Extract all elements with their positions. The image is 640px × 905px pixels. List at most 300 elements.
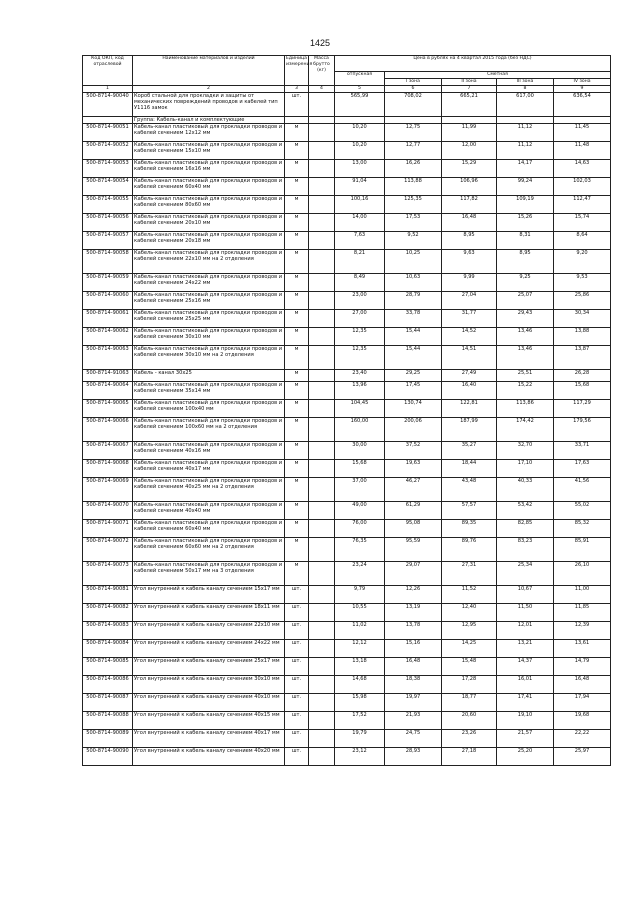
price-zone-4: 17,63 bbox=[554, 460, 611, 478]
price-zone-2: 27,18 bbox=[442, 748, 497, 766]
price-zone-1: 130,74 bbox=[385, 400, 442, 418]
item-name: Кабель - канал 30x25 bbox=[133, 370, 285, 382]
empty-cell bbox=[309, 117, 335, 124]
price-zone-1: 708,02 bbox=[385, 93, 442, 117]
price-zone-3: 83,23 bbox=[497, 538, 554, 562]
item-code: 500-8714-90057 bbox=[83, 232, 133, 250]
price-otpusknaya: 104,45 bbox=[335, 400, 385, 418]
item-mass bbox=[309, 292, 335, 310]
price-zone-1: 10,25 bbox=[385, 250, 442, 274]
header-zone-3: III зона bbox=[497, 79, 554, 86]
item-name: Кабель-канал пластиковый для прокладки проводов и кабелей сечением 15x10 мм bbox=[133, 142, 285, 160]
price-zone-4: 13,88 bbox=[554, 328, 611, 346]
item-name: Угол внутренний к кабель каналу сечением 30x10 мм bbox=[133, 676, 285, 694]
price-zone-3: 12,01 bbox=[497, 622, 554, 640]
price-zone-1: 12,75 bbox=[385, 124, 442, 142]
price-zone-2: 27,04 bbox=[442, 292, 497, 310]
item-name: Угол внутренний к кабель каналу сечением 40x20 мм bbox=[133, 748, 285, 766]
price-zone-2: 23,26 bbox=[442, 730, 497, 748]
item-unit: м bbox=[285, 328, 309, 346]
price-zone-1: 113,88 bbox=[385, 178, 442, 196]
item-unit: м bbox=[285, 418, 309, 442]
table-row bbox=[83, 622, 611, 640]
table-row bbox=[83, 658, 611, 676]
price-zone-4: 13,61 bbox=[554, 640, 611, 658]
item-name: Кабель-канал пластиковый для прокладки проводов и кабелей сечением 60x40 мм bbox=[133, 520, 285, 538]
column-number: 3 bbox=[285, 86, 309, 93]
price-zone-1: 29,25 bbox=[385, 370, 442, 382]
item-unit: шт. bbox=[285, 730, 309, 748]
price-zone-3: 17,10 bbox=[497, 460, 554, 478]
price-zone-3: 16,01 bbox=[497, 676, 554, 694]
item-unit: м bbox=[285, 346, 309, 370]
price-zone-3: 82,85 bbox=[497, 520, 554, 538]
item-name: Кабель-канал пластиковый для прокладки проводов и кабелей сечением 35x14 мм bbox=[133, 382, 285, 400]
table-row bbox=[83, 178, 611, 196]
price-zone-2: 35,27 bbox=[442, 442, 497, 460]
item-name: Кабель-канал пластиковый для прокладки проводов и кабелей сечением 25x16 мм bbox=[133, 292, 285, 310]
price-zone-4: 11,00 bbox=[554, 586, 611, 604]
item-mass bbox=[309, 93, 335, 117]
item-name: Угол внутренний к кабель каналу сечением 25x17 мм bbox=[133, 658, 285, 676]
item-unit: м bbox=[285, 310, 309, 328]
item-mass bbox=[309, 418, 335, 442]
price-zone-3: 25,51 bbox=[497, 370, 554, 382]
price-zone-1: 28,93 bbox=[385, 748, 442, 766]
price-otpusknaya: 14,68 bbox=[335, 676, 385, 694]
price-zone-4: 636,54 bbox=[554, 93, 611, 117]
price-zone-1: 12,77 bbox=[385, 142, 442, 160]
item-name: Кабель-канал пластиковый для прокладки проводов и кабелей сечением 40x25 мм на 2 отделения bbox=[133, 478, 285, 502]
item-code: 500-8714-90072 bbox=[83, 538, 133, 562]
price-otpusknaya: 8,49 bbox=[335, 274, 385, 292]
table-row bbox=[83, 538, 611, 562]
table-row bbox=[83, 694, 611, 712]
price-otpusknaya: 10,20 bbox=[335, 142, 385, 160]
item-unit: шт. bbox=[285, 748, 309, 766]
price-otpusknaya: 15,98 bbox=[335, 694, 385, 712]
table-row bbox=[83, 460, 611, 478]
table-row bbox=[83, 232, 611, 250]
price-otpusknaya: 100,16 bbox=[335, 196, 385, 214]
header-otpusknaya: отпускная bbox=[335, 72, 385, 86]
item-unit: м bbox=[285, 214, 309, 232]
item-code: 500-8714-90055 bbox=[83, 196, 133, 214]
price-zone-2: 18,44 bbox=[442, 460, 497, 478]
price-zone-3: 25,07 bbox=[497, 292, 554, 310]
item-code: 500-8714-90052 bbox=[83, 142, 133, 160]
item-unit: м bbox=[285, 196, 309, 214]
price-otpusknaya: 9,79 bbox=[335, 586, 385, 604]
price-zone-4: 41,56 bbox=[554, 478, 611, 502]
price-otpusknaya: 14,00 bbox=[335, 214, 385, 232]
item-mass bbox=[309, 442, 335, 460]
table-row bbox=[83, 382, 611, 400]
price-zone-3: 19,10 bbox=[497, 712, 554, 730]
price-zone-3: 9,25 bbox=[497, 274, 554, 292]
price-zone-4: 11,45 bbox=[554, 124, 611, 142]
price-zone-1: 17,45 bbox=[385, 382, 442, 400]
item-unit: м bbox=[285, 562, 309, 586]
item-unit: м bbox=[285, 442, 309, 460]
empty-cell bbox=[385, 117, 442, 124]
price-zone-4: 9,53 bbox=[554, 274, 611, 292]
item-code: 500-8714-90053 bbox=[83, 160, 133, 178]
item-mass bbox=[309, 250, 335, 274]
column-number: 7 bbox=[442, 86, 497, 93]
item-name: Угол внутренний к кабель каналу сечением 40x15 мм bbox=[133, 712, 285, 730]
item-code: 500-8714-90064 bbox=[83, 382, 133, 400]
empty-cell bbox=[335, 117, 385, 124]
item-code: 500-8714-90090 bbox=[83, 748, 133, 766]
price-otpusknaya: 12,35 bbox=[335, 346, 385, 370]
price-zone-1: 18,38 bbox=[385, 676, 442, 694]
header-mass: Масса брутто (кг) bbox=[309, 56, 335, 86]
item-unit: м bbox=[285, 370, 309, 382]
item-unit: м bbox=[285, 160, 309, 178]
item-unit: м bbox=[285, 400, 309, 418]
item-mass bbox=[309, 502, 335, 520]
item-unit: шт. bbox=[285, 93, 309, 117]
price-zone-4: 112,47 bbox=[554, 196, 611, 214]
price-zone-4: 15,74 bbox=[554, 214, 611, 232]
item-mass bbox=[309, 640, 335, 658]
item-mass bbox=[309, 232, 335, 250]
price-otpusknaya: 565,99 bbox=[335, 93, 385, 117]
price-otpusknaya: 12,12 bbox=[335, 640, 385, 658]
item-name: Кабель-канал пластиковый для прокладки проводов и кабелей сечением 80x60 мм bbox=[133, 196, 285, 214]
price-zone-2: 117,82 bbox=[442, 196, 497, 214]
item-unit: м bbox=[285, 124, 309, 142]
price-zone-4: 11,48 bbox=[554, 142, 611, 160]
price-zone-2: 12,40 bbox=[442, 604, 497, 622]
item-unit: м bbox=[285, 478, 309, 502]
price-zone-1: 95,08 bbox=[385, 520, 442, 538]
item-name: Кабель-канал пластиковый для прокладки проводов и кабелей сечением 40x40 мм bbox=[133, 502, 285, 520]
price-zone-4: 30,34 bbox=[554, 310, 611, 328]
empty-cell bbox=[497, 117, 554, 124]
price-zone-4: 14,79 bbox=[554, 658, 611, 676]
price-zone-3: 32,70 bbox=[497, 442, 554, 460]
price-zone-4: 85,32 bbox=[554, 520, 611, 538]
item-unit: м bbox=[285, 292, 309, 310]
price-otpusknaya: 19,79 bbox=[335, 730, 385, 748]
item-code: 500-8714-90085 bbox=[83, 658, 133, 676]
price-zone-2: 27,31 bbox=[442, 562, 497, 586]
price-zone-4: 22,22 bbox=[554, 730, 611, 748]
price-otpusknaya: 15,68 bbox=[335, 460, 385, 478]
item-code: 500-8714-90066 bbox=[83, 418, 133, 442]
price-zone-4: 25,86 bbox=[554, 292, 611, 310]
price-zone-1: 9,52 bbox=[385, 232, 442, 250]
price-otpusknaya: 13,18 bbox=[335, 658, 385, 676]
column-number: 1 bbox=[83, 86, 133, 93]
price-zone-1: 13,78 bbox=[385, 622, 442, 640]
table-body bbox=[83, 93, 611, 766]
item-name: Кабель-канал пластиковый для прокладки проводов и кабелей сечением 40x17 мм bbox=[133, 460, 285, 478]
price-zone-4: 19,68 bbox=[554, 712, 611, 730]
item-code: 500-8714-90063 bbox=[83, 346, 133, 370]
item-name: Угол внутренний к кабель каналу сечением 15x17 мм bbox=[133, 586, 285, 604]
price-zone-1: 33,78 bbox=[385, 310, 442, 328]
price-zone-4: 13,87 bbox=[554, 346, 611, 370]
item-name: Угол внутренний к кабель каналу сечением 40x17 мм bbox=[133, 730, 285, 748]
item-name: Кабель-канал пластиковый для прокладки проводов и кабелей сечением 30x10 мм на 2 отделения bbox=[133, 346, 285, 370]
item-mass bbox=[309, 310, 335, 328]
price-zone-1: 200,06 bbox=[385, 418, 442, 442]
price-zone-4: 25,97 bbox=[554, 748, 611, 766]
item-mass bbox=[309, 622, 335, 640]
table-row bbox=[83, 214, 611, 232]
item-mass bbox=[309, 748, 335, 766]
price-zone-3: 17,41 bbox=[497, 694, 554, 712]
price-zone-2: 17,28 bbox=[442, 676, 497, 694]
item-code: 500-8714-90067 bbox=[83, 442, 133, 460]
price-zone-4: 16,48 bbox=[554, 676, 611, 694]
empty-cell bbox=[554, 117, 611, 124]
item-mass bbox=[309, 214, 335, 232]
header-name: Наименование материалов и изделий bbox=[133, 56, 285, 86]
price-zone-4: 8,64 bbox=[554, 232, 611, 250]
price-zone-1: 15,44 bbox=[385, 346, 442, 370]
price-zone-3: 617,00 bbox=[497, 93, 554, 117]
group-code-cell bbox=[83, 117, 133, 124]
price-zone-2: 57,57 bbox=[442, 502, 497, 520]
price-zone-2: 14,25 bbox=[442, 640, 497, 658]
price-zone-4: 12,39 bbox=[554, 622, 611, 640]
price-zone-3: 11,12 bbox=[497, 142, 554, 160]
table-row bbox=[83, 478, 611, 502]
item-name: Кабель-канал пластиковый для прокладки проводов и кабелей сечением 100x60 мм на 2 отделения bbox=[133, 418, 285, 442]
item-name: Кабель-канал пластиковый для прокладки проводов и кабелей сечением 22x10 мм на 2 отделения bbox=[133, 250, 285, 274]
table-row bbox=[83, 250, 611, 274]
column-number: 6 bbox=[385, 86, 442, 93]
item-mass bbox=[309, 346, 335, 370]
item-name: Кабель-канал пластиковый для прокладки проводов и кабелей сечением 12x12 мм bbox=[133, 124, 285, 142]
item-code: 500-8714-90061 bbox=[83, 310, 133, 328]
page-number: 1425 bbox=[309, 38, 331, 48]
item-mass bbox=[309, 676, 335, 694]
item-unit: шт. bbox=[285, 622, 309, 640]
item-mass bbox=[309, 604, 335, 622]
header-zone-4: IV зона bbox=[554, 79, 611, 86]
header-code: Код ОКП, код отраслевой bbox=[83, 56, 133, 86]
item-name: Кабель-канал пластиковый для прокладки проводов и кабелей сечением 100x40 мм bbox=[133, 400, 285, 418]
price-otpusknaya: 76,35 bbox=[335, 538, 385, 562]
table-row bbox=[83, 274, 611, 292]
table-row bbox=[83, 502, 611, 520]
price-zone-2: 15,48 bbox=[442, 658, 497, 676]
item-mass bbox=[309, 460, 335, 478]
price-zone-4: 15,68 bbox=[554, 382, 611, 400]
price-zone-3: 15,26 bbox=[497, 214, 554, 232]
column-number: 5 bbox=[335, 86, 385, 93]
item-name: Угол внутренний к кабель каналу сечением 24x22 мм bbox=[133, 640, 285, 658]
price-zone-1: 46,27 bbox=[385, 478, 442, 502]
table-row bbox=[83, 418, 611, 442]
item-unit: шт. bbox=[285, 640, 309, 658]
item-code: 500-8714-90084 bbox=[83, 640, 133, 658]
item-code: 500-8714-90070 bbox=[83, 502, 133, 520]
price-zone-1: 19,63 bbox=[385, 460, 442, 478]
price-zone-3: 10,67 bbox=[497, 586, 554, 604]
table-row bbox=[83, 328, 611, 346]
price-otpusknaya: 23,00 bbox=[335, 292, 385, 310]
table-row bbox=[83, 562, 611, 586]
price-zone-1: 95,59 bbox=[385, 538, 442, 562]
item-unit: м bbox=[285, 460, 309, 478]
price-zone-2: 89,76 bbox=[442, 538, 497, 562]
item-mass bbox=[309, 562, 335, 586]
price-zone-4: 85,91 bbox=[554, 538, 611, 562]
price-zone-1: 29,07 bbox=[385, 562, 442, 586]
item-name: Угол внутренний к кабель каналу сечением 40x10 мм bbox=[133, 694, 285, 712]
price-zone-4: 17,94 bbox=[554, 694, 611, 712]
price-zone-2: 12,95 bbox=[442, 622, 497, 640]
price-otpusknaya: 8,21 bbox=[335, 250, 385, 274]
item-name: Кабель-канал пластиковый для прокладки проводов и кабелей сечением 16x16 мм bbox=[133, 160, 285, 178]
table-row bbox=[83, 520, 611, 538]
table-row bbox=[83, 160, 611, 178]
item-mass bbox=[309, 400, 335, 418]
price-zone-4: 117,29 bbox=[554, 400, 611, 418]
item-code: 500-8714-90054 bbox=[83, 178, 133, 196]
price-zone-2: 187,99 bbox=[442, 418, 497, 442]
table-row bbox=[83, 142, 611, 160]
item-unit: м bbox=[285, 502, 309, 520]
price-zone-3: 14,17 bbox=[497, 160, 554, 178]
price-zone-1: 19,97 bbox=[385, 694, 442, 712]
price-zone-4: 55,02 bbox=[554, 502, 611, 520]
item-code: 500-8714-90088 bbox=[83, 712, 133, 730]
item-code: 500-8714-90071 bbox=[83, 520, 133, 538]
price-zone-3: 8,95 bbox=[497, 250, 554, 274]
table-header bbox=[83, 56, 611, 93]
price-zone-2: 16,48 bbox=[442, 214, 497, 232]
price-otpusknaya: 17,52 bbox=[335, 712, 385, 730]
item-code: 500-8714-90081 bbox=[83, 586, 133, 604]
price-zone-3: 29,43 bbox=[497, 310, 554, 328]
group-row bbox=[83, 117, 611, 124]
item-name: Кабель-канал пластиковый для прокладки проводов и кабелей сечением 50x17 мм на 3 отделения bbox=[133, 562, 285, 586]
price-zone-1: 61,29 bbox=[385, 502, 442, 520]
item-code: 500-8714-90051 bbox=[83, 124, 133, 142]
item-code: 500-8714-90069 bbox=[83, 478, 133, 502]
column-number: 8 bbox=[497, 86, 554, 93]
item-mass bbox=[309, 178, 335, 196]
item-unit: шт. bbox=[285, 676, 309, 694]
price-zone-3: 8,31 bbox=[497, 232, 554, 250]
item-mass bbox=[309, 478, 335, 502]
item-unit: шт. bbox=[285, 712, 309, 730]
price-otpusknaya: 10,20 bbox=[335, 124, 385, 142]
price-zone-3: 14,37 bbox=[497, 658, 554, 676]
price-otpusknaya: 30,00 bbox=[335, 442, 385, 460]
item-name: Короб стальной для прокладки и защиты от механических повреждений проводов и кабелей тип У1116 замок bbox=[133, 93, 285, 117]
price-zone-4: 9,20 bbox=[554, 250, 611, 274]
table-row bbox=[83, 370, 611, 382]
price-otpusknaya: 12,35 bbox=[335, 328, 385, 346]
price-zone-2: 14,52 bbox=[442, 328, 497, 346]
item-code: 500-8714-90065 bbox=[83, 400, 133, 418]
item-unit: м bbox=[285, 382, 309, 400]
table-row bbox=[83, 442, 611, 460]
item-mass bbox=[309, 382, 335, 400]
item-code: 500-8714-90059 bbox=[83, 274, 133, 292]
price-zone-2: 14,51 bbox=[442, 346, 497, 370]
item-code: 500-8714-90056 bbox=[83, 214, 133, 232]
price-otpusknaya: 27,00 bbox=[335, 310, 385, 328]
item-code: 500-8714-90040 bbox=[83, 93, 133, 117]
price-zone-3: 53,42 bbox=[497, 502, 554, 520]
price-zone-1: 10,63 bbox=[385, 274, 442, 292]
price-zone-1: 13,19 bbox=[385, 604, 442, 622]
table-row bbox=[83, 604, 611, 622]
price-zone-1: 17,53 bbox=[385, 214, 442, 232]
price-zone-3: 13,21 bbox=[497, 640, 554, 658]
price-zone-3: 40,33 bbox=[497, 478, 554, 502]
item-mass bbox=[309, 694, 335, 712]
price-zone-3: 99,24 bbox=[497, 178, 554, 196]
table-row bbox=[83, 640, 611, 658]
price-zone-4: 26,10 bbox=[554, 562, 611, 586]
item-code: 500-8714-90082 bbox=[83, 604, 133, 622]
item-name: Кабель-канал пластиковый для прокладки проводов и кабелей сечением 25x25 мм bbox=[133, 310, 285, 328]
price-zone-1: 12,26 bbox=[385, 586, 442, 604]
item-name: Кабель-канал пластиковый для прокладки проводов и кабелей сечением 24x22 мм bbox=[133, 274, 285, 292]
price-otpusknaya: 160,00 bbox=[335, 418, 385, 442]
price-otpusknaya: 13,00 bbox=[335, 160, 385, 178]
item-unit: м bbox=[285, 142, 309, 160]
price-zone-3: 13,46 bbox=[497, 346, 554, 370]
item-unit: шт. bbox=[285, 604, 309, 622]
item-code: 500-8714-90058 bbox=[83, 250, 133, 274]
price-otpusknaya: 7,63 bbox=[335, 232, 385, 250]
item-name: Кабель-канал пластиковый для прокладки проводов и кабелей сечением 40x16 мм bbox=[133, 442, 285, 460]
price-zone-4: 11,85 bbox=[554, 604, 611, 622]
item-code: 500-8714-90086 bbox=[83, 676, 133, 694]
table-row bbox=[83, 310, 611, 328]
price-otpusknaya: 23,40 bbox=[335, 370, 385, 382]
item-mass bbox=[309, 658, 335, 676]
price-zone-1: 37,52 bbox=[385, 442, 442, 460]
price-zone-2: 15,29 bbox=[442, 160, 497, 178]
price-zone-3: 25,34 bbox=[497, 562, 554, 586]
table-row bbox=[83, 124, 611, 142]
price-zone-1: 24,75 bbox=[385, 730, 442, 748]
price-table bbox=[82, 55, 611, 766]
price-zone-2: 20,60 bbox=[442, 712, 497, 730]
header-smetnaya: Сметная bbox=[385, 72, 611, 79]
item-name: Кабель-канал пластиковый для прокладки проводов и кабелей сечением 60x60 мм на 2 отделения bbox=[133, 538, 285, 562]
header-unit: Единица измерения bbox=[285, 56, 309, 86]
price-zone-4: 102,03 bbox=[554, 178, 611, 196]
price-zone-1: 16,26 bbox=[385, 160, 442, 178]
item-mass bbox=[309, 124, 335, 142]
item-code: 500-8714-91063 bbox=[83, 370, 133, 382]
item-unit: м bbox=[285, 274, 309, 292]
item-mass bbox=[309, 328, 335, 346]
column-numbers-row bbox=[83, 86, 611, 93]
price-otpusknaya: 11,02 bbox=[335, 622, 385, 640]
table-row bbox=[83, 730, 611, 748]
table-row bbox=[83, 586, 611, 604]
price-zone-2: 27,49 bbox=[442, 370, 497, 382]
price-zone-3: 25,20 bbox=[497, 748, 554, 766]
price-otpusknaya: 37,00 bbox=[335, 478, 385, 502]
price-zone-1: 28,79 bbox=[385, 292, 442, 310]
table-row bbox=[83, 196, 611, 214]
